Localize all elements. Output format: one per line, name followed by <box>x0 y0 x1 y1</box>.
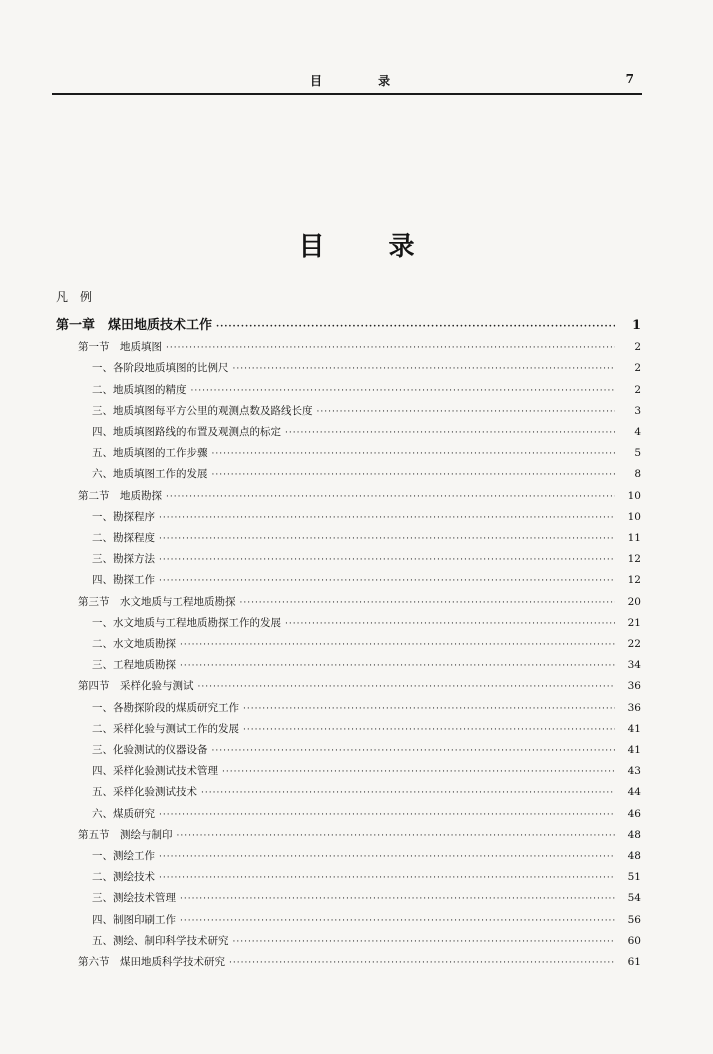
toc-entry-item[interactable] <box>92 700 641 716</box>
toc-entry-page: 43 <box>627 765 641 778</box>
dot-leader <box>212 746 616 756</box>
toc-entry-label: 四、地质填图路线的布置及观测点的标定 <box>92 426 281 438</box>
toc-entry-section[interactable] <box>78 827 641 843</box>
toc-entry-page: 2 <box>634 383 641 396</box>
toc-entry-label: 第五节 测绘与制印 <box>78 828 173 841</box>
toc-entry-label: 二、测绘技术 <box>92 871 155 884</box>
toc-entry-section[interactable] <box>78 339 641 355</box>
dot-leader <box>166 343 615 353</box>
toc-entry-label: 三、测绘技术管理 <box>92 892 176 905</box>
toc-entry-page: 4 <box>634 426 641 438</box>
toc-entry-label: 五、采样化验测试技术 <box>92 786 197 799</box>
toc-entry-item[interactable] <box>92 721 641 737</box>
toc-entry-page: 61 <box>627 956 641 968</box>
toc-entry-label: 一、各阶段地质填图的比例尺 <box>92 362 229 375</box>
dot-leader <box>159 555 615 565</box>
toc-entry-item[interactable] <box>92 509 641 525</box>
toc-entry-page: 34 <box>627 659 641 672</box>
dot-leader <box>216 322 615 332</box>
toc-entry-label: 第二节 地质勘探 <box>78 489 162 502</box>
dot-leader <box>212 470 616 480</box>
page-number: 7 <box>625 72 634 86</box>
header-rule <box>52 93 642 95</box>
toc-entry-label: 第一节 地质填图 <box>78 341 162 354</box>
toc-entry-page: 21 <box>627 616 641 629</box>
toc-entry-page: 2 <box>634 341 641 354</box>
toc-entry-label: 三、地质填图每平方公里的观测点数及路线长度 <box>92 404 313 417</box>
dot-leader <box>180 661 615 671</box>
dot-leader <box>240 598 616 608</box>
toc-entry-item[interactable] <box>92 742 641 758</box>
toc-entry-page: 48 <box>627 850 641 862</box>
toc-entry-page: 56 <box>627 913 641 926</box>
toc-entry-page: 8 <box>634 468 641 481</box>
toc-entry-label: 三、勘探方法 <box>92 553 155 566</box>
toc-entry-item[interactable] <box>92 784 641 800</box>
dot-leader <box>180 916 615 926</box>
toc-entry-page: 10 <box>627 489 641 502</box>
toc-entry-page: 1 <box>631 318 641 333</box>
toc-entry-page: 41 <box>627 744 641 756</box>
toc-entry-page: 3 <box>634 404 641 417</box>
dot-leader <box>159 576 615 586</box>
toc-entry-page: 60 <box>627 934 641 947</box>
toc-entry-item[interactable] <box>92 445 641 461</box>
dot-leader <box>177 831 616 841</box>
preface-heading: 凡例 <box>56 290 105 304</box>
toc-entry-item[interactable] <box>92 360 641 376</box>
toc-entry-label: 第六节 煤田地质科学技术研究 <box>78 956 225 968</box>
toc-entry-label: 四、制图印刷工作 <box>92 913 176 926</box>
dot-leader <box>222 767 615 777</box>
dot-leader <box>159 534 615 544</box>
dot-leader <box>180 640 615 650</box>
toc-entry-item[interactable] <box>92 848 641 864</box>
toc-entry-item[interactable] <box>92 890 641 906</box>
toc-entry-page: 2 <box>634 362 641 375</box>
toc-entry-page: 51 <box>627 871 641 884</box>
toc-entry-label: 第三节 水文地质与工程地质勘探 <box>78 595 236 608</box>
dot-leader <box>233 364 616 374</box>
toc-entry-label: 一、测绘工作 <box>92 850 155 862</box>
toc-entry-item[interactable] <box>92 530 641 546</box>
toc-entry-item[interactable] <box>92 806 641 822</box>
toc-entry-label: 五、地质填图的工作步骤 <box>92 447 208 460</box>
toc-entry-label: 一、各勘探阶段的煤质研究工作 <box>92 701 239 714</box>
dot-leader <box>191 386 616 396</box>
toc-entry-page: 12 <box>627 553 641 566</box>
toc-entry-section[interactable] <box>78 594 641 610</box>
page-title: 目录 <box>298 232 479 262</box>
toc-entry-item[interactable] <box>92 933 641 949</box>
dot-leader <box>180 894 615 904</box>
toc-entry-page: 48 <box>627 828 641 841</box>
dot-leader <box>159 810 615 820</box>
toc-entry-item[interactable] <box>92 424 641 440</box>
toc-entry-page: 10 <box>627 510 641 523</box>
toc-entry-label: 二、地质填图的精度 <box>92 383 187 396</box>
toc-entry-item[interactable] <box>92 382 641 398</box>
toc-entry-section[interactable] <box>78 954 641 970</box>
toc-entry-label: 二、勘探程度 <box>92 532 155 544</box>
toc-entry-label: 三、化验测试的仪器设备 <box>92 744 208 756</box>
toc-entry-label: 五、测绘、制印科学技术研究 <box>92 934 229 947</box>
dot-leader <box>201 788 615 798</box>
toc-entry-label: 第一章 煤田地质技术工作 <box>56 318 213 333</box>
dot-leader <box>229 958 615 968</box>
toc-entry-item[interactable] <box>92 466 641 482</box>
toc-entry-item[interactable] <box>92 615 641 631</box>
dot-leader <box>285 619 615 629</box>
dot-leader <box>159 873 615 883</box>
dot-leader <box>243 725 615 735</box>
toc-entry-label: 四、勘探工作 <box>92 574 155 587</box>
toc-entry-page: 54 <box>627 892 641 905</box>
toc-entry-label: 六、煤质研究 <box>92 807 155 820</box>
running-title: 目 录 <box>310 74 417 88</box>
toc-entry-page: 22 <box>627 638 641 650</box>
toc-entry-page: 12 <box>627 574 641 587</box>
toc-entry-page: 44 <box>627 786 641 799</box>
toc-entry-label: 第四节 采样化验与测试 <box>78 680 194 693</box>
toc-entry-item[interactable] <box>92 636 641 652</box>
toc-entry-label: 四、采样化验测试技术管理 <box>92 765 218 778</box>
toc-entry-item[interactable] <box>92 869 641 885</box>
dot-leader <box>317 407 616 417</box>
toc-entry-label: 六、地质填图工作的发展 <box>92 468 208 481</box>
dot-leader <box>243 704 615 714</box>
dot-leader <box>198 682 616 692</box>
toc-entry-page: 5 <box>634 447 641 460</box>
toc-entry-page: 11 <box>627 532 641 544</box>
dot-leader <box>212 449 616 459</box>
toc-entry-label: 一、水文地质与工程地质勘探工作的发展 <box>92 616 281 629</box>
toc-entry-item[interactable] <box>92 572 641 588</box>
dot-leader <box>233 937 616 947</box>
dot-leader <box>285 428 615 438</box>
toc-entry-label: 三、工程地质勘探 <box>92 659 176 672</box>
toc-entry-page: 36 <box>627 680 641 693</box>
toc-entry-page: 36 <box>627 701 641 714</box>
dot-leader <box>159 513 615 523</box>
dot-leader <box>166 492 615 502</box>
toc-entry-label: 二、采样化验与测试工作的发展 <box>92 722 239 735</box>
toc-entry-item[interactable] <box>92 403 641 419</box>
toc-entry-item[interactable] <box>92 657 641 673</box>
toc-entry-label: 二、水文地质勘探 <box>92 638 176 650</box>
toc-entry-section[interactable] <box>78 678 641 694</box>
toc-entry-item[interactable] <box>92 912 641 928</box>
toc-entry-item[interactable] <box>92 763 641 779</box>
dot-leader <box>159 852 615 862</box>
toc-entry-page: 46 <box>627 807 641 820</box>
toc-entry-item[interactable] <box>92 551 641 567</box>
toc-entry-label: 一、勘探程序 <box>92 510 155 523</box>
toc-entry-chapter[interactable] <box>56 314 641 333</box>
toc-entry-page: 20 <box>627 595 641 608</box>
toc-entry-section[interactable] <box>78 488 641 504</box>
running-header <box>52 70 640 90</box>
toc-entry-page: 41 <box>627 722 641 735</box>
